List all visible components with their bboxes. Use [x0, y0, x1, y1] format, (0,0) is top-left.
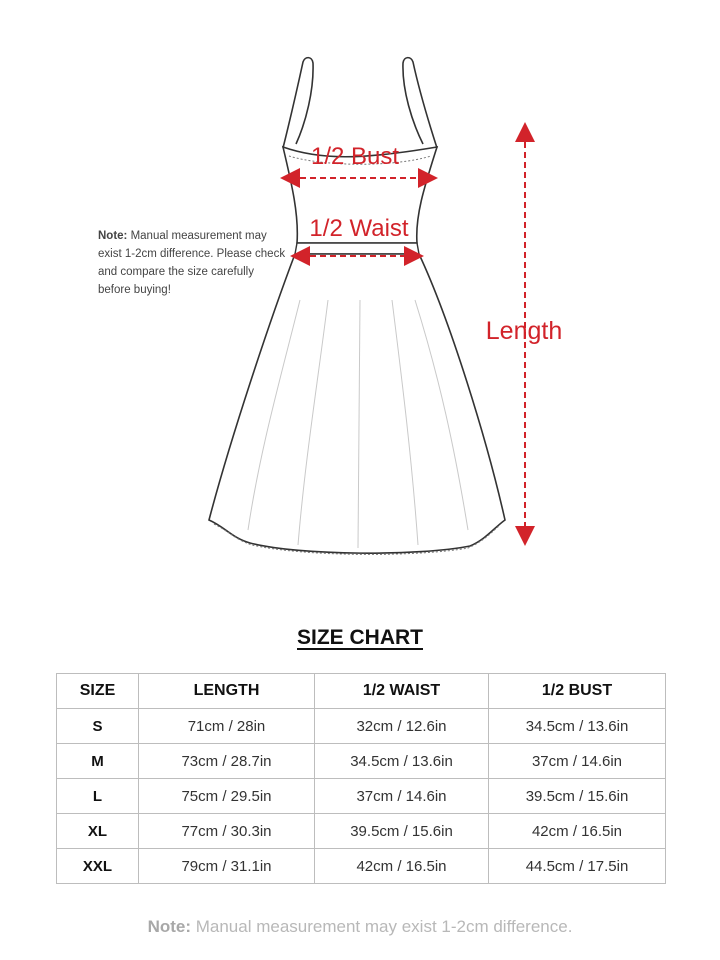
waist-cell: 39.5cm / 15.6in	[315, 814, 489, 849]
waist-cell: 42cm / 16.5in	[315, 849, 489, 884]
top-note-prefix: Note:	[98, 230, 128, 242]
bust-cell: 44.5cm / 17.5in	[489, 849, 666, 884]
bust-label: 1/2 Bust	[310, 143, 400, 170]
size-cell: XL	[57, 814, 139, 849]
waist-cell: 32cm / 12.6in	[315, 709, 489, 744]
length-cell: 75cm / 29.5in	[139, 779, 315, 814]
size-chart-table	[56, 673, 666, 884]
header-size: SIZE	[57, 674, 139, 709]
length-label: Length	[485, 317, 563, 345]
length-cell: 77cm / 30.3in	[139, 814, 315, 849]
header-half-bust: 1/2 BUST	[489, 674, 666, 709]
bust-cell: 42cm / 16.5in	[489, 814, 666, 849]
table-row	[57, 709, 666, 744]
header-half-waist: 1/2 WAIST	[315, 674, 489, 709]
dress-waistband	[295, 243, 419, 254]
bottom-note-prefix: Note:	[147, 917, 192, 936]
length-cell: 73cm / 28.7in	[139, 744, 315, 779]
top-note-text: Manual measurement may exist 1-2cm difference. Please check and compare the size carefully before buying!	[98, 230, 286, 296]
size-cell: XXL	[57, 849, 139, 884]
dress-straps	[283, 58, 437, 148]
table-row	[57, 779, 666, 814]
header-length: LENGTH	[139, 674, 315, 709]
length-cell: 79cm / 31.1in	[139, 849, 315, 884]
table-row	[57, 849, 666, 884]
top-measurement-note	[98, 227, 288, 299]
bottom-measurement-note	[0, 917, 720, 937]
size-chart-title-text: SIZE CHART	[297, 626, 423, 649]
waist-label: 1/2 Waist	[309, 215, 409, 242]
table-row	[57, 814, 666, 849]
size-cell: L	[57, 779, 139, 814]
size-chart-title	[0, 626, 720, 650]
waist-cell: 34.5cm / 13.6in	[315, 744, 489, 779]
size-cell: S	[57, 709, 139, 744]
table-row	[57, 744, 666, 779]
size-cell: M	[57, 744, 139, 779]
waist-cell: 37cm / 14.6in	[315, 779, 489, 814]
bottom-note-text: Manual measurement may exist 1-2cm difference.	[191, 917, 573, 936]
table-header-row	[57, 674, 666, 709]
length-cell: 71cm / 28in	[139, 709, 315, 744]
bust-cell: 37cm / 14.6in	[489, 744, 666, 779]
bust-cell: 34.5cm / 13.6in	[489, 709, 666, 744]
bust-cell: 39.5cm / 15.6in	[489, 779, 666, 814]
